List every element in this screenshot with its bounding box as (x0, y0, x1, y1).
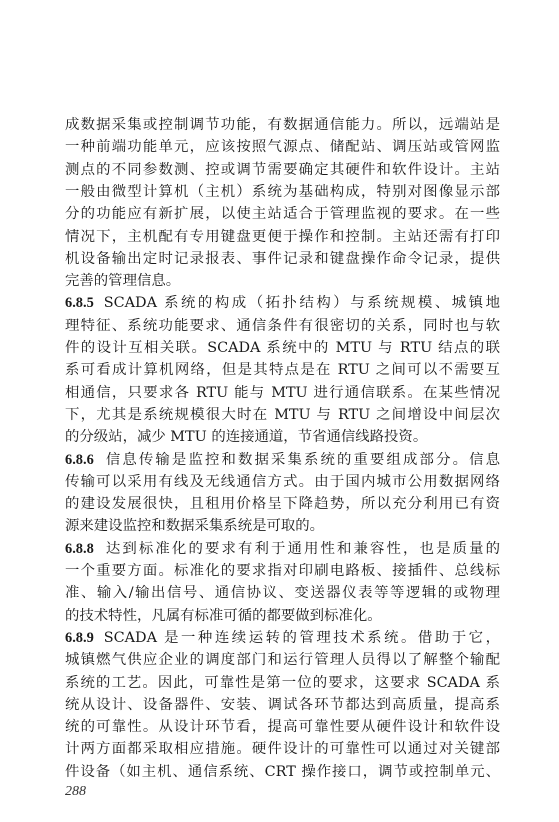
line-text: 成数据采集或控制调节功能，有数据通信能力。所以，远端站是 (65, 117, 500, 133)
line-text: 达到标准化的要求有利于通用性和兼容性，也是质量的 (103, 540, 500, 557)
text-line (65, 427, 500, 447)
text-line (65, 249, 500, 269)
line-text: 准、输入/输出信号、通信协议、变送器仪表等等逻辑的或物理 (65, 585, 500, 602)
text-line (65, 583, 500, 603)
line-text: 统从设计、设备器件、安装、调试各环节都达到高质量，提高系 (65, 696, 500, 713)
section-first-line (65, 450, 500, 470)
text-line (65, 717, 500, 737)
section-first-line (65, 539, 500, 559)
text-line (65, 316, 500, 336)
line-text: 一般由微型计算机（主机）系统为基础构成，特别对图像显示部 (65, 183, 500, 200)
line-text: 统的可靠性。从设计环节看，提高可靠性要从硬件设计和软件设 (65, 719, 500, 736)
line-text: 的分级站，减少 MTU 的连接通道，节省通信线路投资。 (65, 429, 428, 446)
text-line (65, 383, 500, 403)
section-number: 6.8.8 (65, 540, 94, 557)
line-text: 信息传输是监控和数据采集系统的重要组成部分。信息 (103, 451, 500, 468)
line-text: 传输可以采用有线及无线通信方式。由于国内城市公用数据网络 (65, 473, 500, 490)
line-text: 的技术特性，凡属有标准可循的都要做到标准化。 (65, 607, 382, 624)
section-number: 6.8.5 (65, 295, 94, 312)
text-line (65, 338, 500, 358)
line-text: 完善的管理信息。 (65, 273, 181, 290)
section-number: 6.8.9 (65, 629, 94, 646)
line-text: 分的功能应有新扩展，以使主站适合于管理监视的要求。在一些 (65, 206, 500, 223)
section-first-line (65, 628, 500, 648)
text-line (65, 204, 500, 224)
text-line (65, 360, 500, 380)
text-line (65, 227, 500, 247)
text-line (65, 516, 500, 536)
line-text: 测点的不同参数测、控或调节需要确定其硬件和软件设计。主站 (65, 161, 500, 178)
line-text: 计两方面都采取相应措施。硬件设计的可靠性可以通过对关键部 (65, 741, 500, 758)
text-line (65, 115, 500, 135)
line-text: 系可看成计算机网络，但是其特点是在 RTU 之间可以不需要互 (65, 362, 500, 379)
line-text: 系统的工艺。因此，可靠性是第一位的要求，这要求 SCADA 系 (65, 674, 500, 691)
text-line (65, 182, 500, 202)
text-line (65, 673, 500, 693)
text-line (65, 271, 500, 291)
line-text: 件的设计互相关联。SCADA 系统中的 MTU 与 RTU 结点的联 (65, 340, 500, 356)
text-line (65, 137, 500, 157)
text-line (65, 494, 500, 514)
text-line (65, 606, 500, 626)
line-text: 一种前端功能单元，应该按照气源点、储配站、调压站或管网监 (65, 139, 500, 156)
text-line (65, 472, 500, 492)
page-number: 288 (65, 784, 86, 799)
text-line (65, 561, 500, 581)
line-text: SCADA 系统的构成（拓扑结构）与系统规模、城镇地 (103, 295, 500, 312)
line-text: 件设备（如主机、通信系统、CRT 操作接口，调节或控制单元、 (65, 763, 500, 780)
line-text: 的建设发展很快，且租用价格呈下降趋势，所以充分利用已有资 (65, 496, 500, 513)
line-text: 机设备输出定时记录报表、事件记录和键盘操作命令记录，提供 (65, 250, 500, 267)
line-text: 相通信，只要求各 RTU 能与 MTU 进行通信联系。在某些情况 (65, 384, 500, 401)
line-text: 一个重要方面。标准化的要求指对印刷电路板、接插件、总线标 (65, 563, 500, 579)
text-line (65, 762, 500, 782)
line-text: SCADA 是一种连续运转的管理技术系统。借助于它， (103, 629, 500, 646)
line-text: 情况下，主机配有专用键盘更便于操作和控制。主站还需有打印 (65, 228, 500, 245)
text-line (65, 739, 500, 759)
text-line (65, 160, 500, 180)
line-text: 源来建设监控和数据采集系统是可取的。 (65, 518, 325, 535)
line-text: 下，尤其是系统规模很大时在 MTU 与 RTU 之间增设中间层次 (65, 406, 500, 423)
section-number: 6.8.6 (65, 451, 94, 468)
text-line (65, 405, 500, 425)
text-line (65, 695, 500, 715)
line-text: 城镇燃气供应企业的调度部门和运行管理人员得以了解整个输配 (65, 652, 500, 669)
line-text: 理特征、系统功能要求、通信条件有很密切的关系，同时也与软 (65, 317, 500, 334)
text-line (65, 650, 500, 670)
section-first-line (65, 293, 500, 313)
